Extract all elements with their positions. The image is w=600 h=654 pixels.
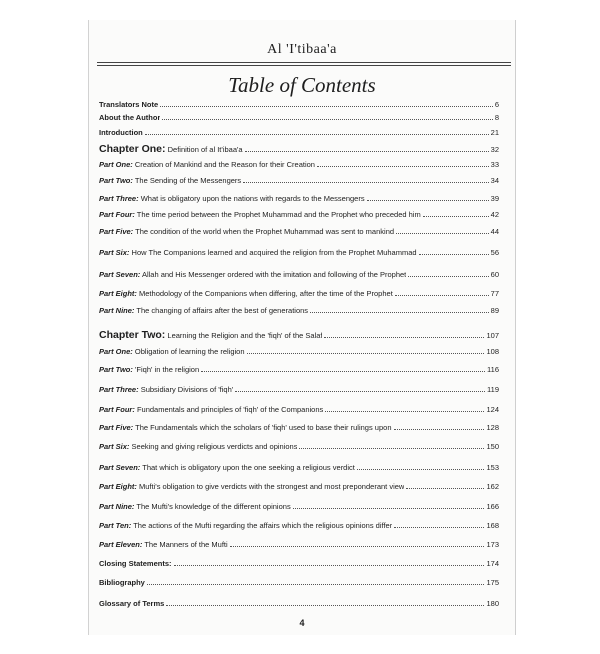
toc-entry-title: The actions of the Mufti regarding the affairs which the religious opinions differ [133, 521, 393, 530]
toc-entry-title: Translators Note [99, 100, 159, 109]
toc-entry-label: Part Seven: [99, 270, 141, 279]
toc-entry-page: 124 [486, 405, 499, 414]
toc-entry-title: The condition of the world when the Prophet Muhammad was sent to mankind [135, 227, 395, 236]
toc-entry-text [99, 405, 323, 414]
dot-leader [408, 270, 488, 277]
toc-entry-page: 56 [490, 248, 499, 257]
dot-leader [174, 559, 485, 566]
toc-entry-text [99, 540, 228, 549]
toc-entry-page: 119 [487, 385, 499, 394]
toc-entry-label: Part Five: [99, 227, 134, 236]
toc-entry [99, 482, 499, 491]
dot-leader [423, 210, 489, 217]
toc-entry-title: Introduction [99, 128, 143, 137]
dot-leader [325, 405, 484, 412]
toc-entry-title: Creation of Mankind and the Reason for their Creation [134, 160, 315, 169]
dot-leader [166, 599, 484, 606]
dot-leader [235, 385, 485, 392]
toc-entry-label: Part Eleven: [99, 540, 143, 549]
toc-entry [99, 329, 499, 341]
toc-entry-page: 166 [486, 502, 499, 511]
toc-entry-label: Part Eight: [99, 482, 137, 491]
dot-leader [230, 540, 485, 547]
toc-entry-title: The Manners of the Mufti [144, 540, 228, 549]
dot-leader [299, 442, 484, 449]
dot-leader [394, 423, 485, 430]
toc-entry-page: 180 [486, 599, 499, 608]
page-number: 4 [299, 618, 305, 628]
toc-entry [99, 210, 499, 219]
toc-entry-page: 174 [486, 559, 499, 568]
toc-entry-text [99, 599, 164, 608]
toc-entry [99, 599, 499, 608]
toc-entry-title: Subsidiary Divisions of 'fiqh' [140, 385, 234, 394]
toc-entry-title: The Fundamentals which the scholars of 'fiqh' used to base their rulings upon [135, 423, 392, 432]
toc-entry-title: How The Companions learned and acquired the religion from the Prophet Muhammad [131, 248, 417, 257]
toc-entry [99, 559, 499, 568]
toc-entry-label: Part Nine: [99, 306, 135, 315]
toc-entry-title: About the Author [99, 113, 161, 122]
toc-entry-label: Part Seven: [99, 463, 141, 472]
header-rule [97, 62, 511, 63]
toc-entry-page: 21 [490, 128, 499, 137]
toc-entry-text [99, 227, 394, 236]
toc-entry-text [99, 423, 392, 432]
toc-entry-page: 60 [490, 270, 499, 279]
toc-entry-text [99, 289, 393, 298]
toc-entry-title: Fundamentals and principles of 'fiqh' of the Companions [136, 405, 324, 414]
toc-entry-label: Part Three: [99, 194, 139, 203]
toc-entry-label: Chapter One: [99, 143, 166, 155]
toc-entry-label: Part Five: [99, 423, 134, 432]
toc-entry-title: The Mufti's knowledge of the different opinions [136, 502, 291, 511]
toc-entry-page: 33 [490, 160, 499, 169]
dot-leader [406, 482, 484, 489]
toc-entry-page: 32 [490, 145, 499, 154]
toc-entry-page: 34 [490, 176, 499, 185]
dot-leader [245, 145, 489, 152]
toc-entry-page: 77 [490, 289, 499, 298]
dot-leader [317, 160, 489, 167]
toc-entry-title: Bibliography [99, 578, 145, 587]
dot-leader [293, 502, 485, 509]
dot-leader [419, 248, 489, 255]
toc-entry-page: 162 [486, 482, 499, 491]
toc-entry-text [99, 482, 404, 491]
toc-entry [99, 365, 499, 374]
toc-entry-text [99, 143, 243, 155]
dot-leader [394, 521, 484, 528]
header-rule [97, 65, 511, 66]
book-page [88, 20, 516, 635]
toc-entry-label: Part Two: [99, 365, 133, 374]
toc-entry [99, 442, 499, 451]
toc-entry-text [99, 442, 297, 451]
toc-entry-text [99, 329, 322, 341]
toc-entry-title: Closing Statements: [99, 559, 172, 568]
toc-entry [99, 270, 499, 279]
toc-entry-label: Part Four: [99, 405, 135, 414]
toc-entry [99, 100, 499, 109]
toc-entry-text [99, 194, 365, 203]
toc-entry-page: 108 [486, 347, 499, 356]
dot-leader [145, 128, 489, 135]
toc-entry-label: Part Eight: [99, 289, 137, 298]
dot-leader [162, 113, 492, 120]
toc-entry-text [99, 306, 308, 315]
toc-entry [99, 143, 499, 155]
toc-entry-title: 'Fiqh' in the religion [134, 365, 200, 374]
toc-entry-page: 150 [486, 442, 499, 451]
toc-entry-label: Part Six: [99, 248, 130, 257]
toc-entry-text [99, 248, 417, 257]
toc-entry-text [99, 365, 199, 374]
toc-entry-label: Part Six: [99, 442, 130, 451]
toc-entry-page: 8 [494, 113, 499, 122]
toc-entry-title: Glossary of Terms [99, 599, 165, 608]
toc-entry-page: 44 [490, 227, 499, 236]
toc-entry-title: Obligation of learning the religion [134, 347, 245, 356]
toc-entry [99, 385, 499, 394]
dot-leader [247, 347, 485, 354]
toc-entry [99, 405, 499, 414]
dot-leader [201, 365, 485, 372]
toc-entry-label: Part One: [99, 347, 133, 356]
toc-entry-text [99, 385, 233, 394]
toc-entry-label: Part Ten: [99, 521, 132, 530]
toc-entry-text [99, 176, 241, 185]
toc-entry [99, 502, 499, 511]
toc-entry [99, 463, 499, 472]
toc-entry [99, 176, 499, 185]
toc-entry-page: 128 [486, 423, 499, 432]
toc-entry-title: The changing of affairs after the best of generations [136, 306, 309, 315]
toc-entry-text [99, 578, 145, 587]
toc-entry-text [99, 128, 143, 137]
toc-entry-text [99, 160, 315, 169]
dot-leader [160, 100, 493, 107]
toc-entry-page: 89 [490, 306, 499, 315]
toc-entry-page: 175 [486, 578, 499, 587]
toc-entry-text [99, 100, 158, 109]
toc-entry [99, 347, 499, 356]
toc-entry [99, 160, 499, 169]
toc-entry [99, 306, 499, 315]
toc-entry-title: Methodology of the Companions when differing, after the time of the Prophet [139, 289, 393, 298]
toc-entry-text [99, 463, 355, 472]
toc-entry-page: 42 [490, 210, 499, 219]
toc-entry [99, 423, 499, 432]
toc-entry-page: 107 [486, 331, 499, 340]
toc-entry-text [99, 113, 160, 122]
toc-entry [99, 289, 499, 298]
dot-leader [396, 227, 489, 234]
toc-entry-title: Definition of al It'ibaa'a [167, 145, 243, 154]
toc-entry-label: Part Two: [99, 176, 133, 185]
toc-entry-label: Chapter Two: [99, 329, 166, 341]
toc-entry-page: 6 [494, 100, 499, 109]
toc-entry [99, 521, 499, 530]
dot-leader [395, 289, 489, 296]
toc-entry-page: 39 [490, 194, 499, 203]
toc-entry-title: That which is obligatory upon the one seeking a religious verdict [142, 463, 355, 472]
toc-entry-title: The time period between the Prophet Muhammad and the Prophet who preceded him [136, 210, 421, 219]
toc-entry-text [99, 521, 392, 530]
toc-entry-label: Part Three: [99, 385, 139, 394]
toc-entry [99, 578, 499, 587]
toc-entry [99, 540, 499, 549]
toc-entry [99, 128, 499, 137]
toc-entry [99, 194, 499, 203]
dot-leader [310, 306, 489, 313]
dot-leader [367, 194, 489, 201]
dot-leader [357, 463, 485, 470]
toc-entry-text [99, 502, 291, 511]
toc-entry [99, 248, 499, 257]
dot-leader [147, 578, 485, 585]
toc-entry-page: 116 [487, 365, 499, 374]
toc-entry-title: The Sending of the Messengers [134, 176, 242, 185]
dot-leader [324, 331, 484, 338]
toc-entry-page: 153 [486, 463, 499, 472]
toc-entry-page: 168 [486, 521, 499, 530]
toc-entry-title: Mufti's obligation to give verdicts with the strongest and most preponderant view [139, 482, 405, 491]
toc-entry-label: Part Nine: [99, 502, 135, 511]
toc-entry-text [99, 270, 406, 279]
running-header: Al 'I'tibaa'a [267, 42, 337, 57]
toc-entry-text [99, 210, 421, 219]
toc-entry-label: Part Four: [99, 210, 135, 219]
dot-leader [243, 176, 488, 183]
toc-entry [99, 227, 499, 236]
toc-title: Table of Contents [228, 73, 376, 97]
toc-entry-title: What is obligatory upon the nations with regards to the Messengers [140, 194, 365, 203]
toc-entry-title: Seeking and giving religious verdicts and opinions [131, 442, 298, 451]
toc-entry-title: Allah and His Messenger ordered with the imitation and following of the Prophet [141, 270, 407, 279]
toc-entry-page: 173 [486, 540, 499, 549]
toc-entry-text [99, 559, 172, 568]
toc-entry-label: Part One: [99, 160, 133, 169]
toc-entry-title: Learning the Religion and the 'fiqh' of the Salaf [167, 331, 323, 340]
toc-entry [99, 113, 499, 122]
toc-entry-text [99, 347, 245, 356]
